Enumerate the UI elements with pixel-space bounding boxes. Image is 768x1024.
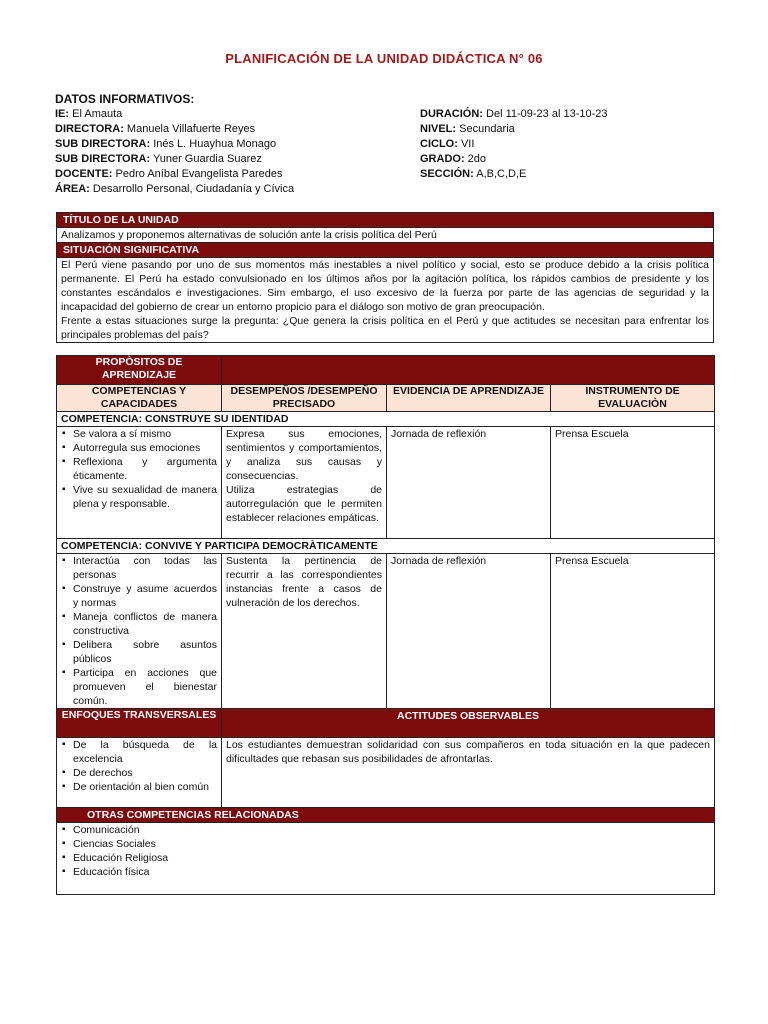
datos-left xyxy=(55,107,294,197)
titulo-unidad-text: Analizamos y proponemos alternativas de solución ante la crisis política del Perú xyxy=(57,228,714,243)
situacion-header: SITUACIÓN SIGNIFICATIVA xyxy=(57,243,714,258)
info-label: SUB DIRECTORA: xyxy=(55,138,151,150)
unidad-table xyxy=(56,212,714,343)
info-value: A,B,C,D,E xyxy=(476,168,527,180)
propositos-header: PROPÒSITOS DE APRENDIZAJE xyxy=(57,356,222,385)
list-item: ▪ Se valora a sí mismo xyxy=(61,427,217,441)
list-item: ▪ Reflexiona y argumenta éticamente. xyxy=(61,455,217,483)
info-value: Secundaria xyxy=(459,123,515,135)
otras-competencias-header: OTRAS COMPETENCIAS RELACIONADAS xyxy=(57,808,715,823)
otras-competencias-list xyxy=(57,823,715,895)
col-evidencia-header: EVIDENCIA DE APRENDIZAJE xyxy=(387,385,551,412)
info-label: DURACIÓN: xyxy=(420,108,483,120)
info-value: El Amauta xyxy=(72,108,123,120)
info-row xyxy=(55,167,294,182)
info-label: SECCIÓN: xyxy=(420,168,474,180)
list-item: ▪ Delibera sobre asuntos públicos xyxy=(61,638,217,666)
competencia-1-evidencia: Jornada de reflexión xyxy=(387,427,551,539)
info-label: ÁREA: xyxy=(55,183,90,195)
info-row xyxy=(55,107,294,122)
info-value: Pedro Aníbal Evangelista Paredes xyxy=(115,168,283,180)
enfoques-header: ENFOQUES TRANSVERSALES xyxy=(57,709,222,738)
info-row xyxy=(55,137,294,152)
list-item: ▪ De orientación al bien común xyxy=(61,780,217,794)
col-instrumento-header: INSTRUMENTO DE EVALUACIÒN xyxy=(551,385,715,412)
info-row xyxy=(55,152,294,167)
document-title: PLANIFICACIÓN DE LA UNIDAD DIDÁCTICA N° 06 xyxy=(225,51,543,66)
list-item: ▪ Construye y asume acuerdos y normas xyxy=(61,582,217,610)
info-row xyxy=(420,137,608,152)
list-item: ▪ Ciencias Sociales xyxy=(61,837,710,851)
situacion-question: Frente a estas situaciones surge la pregunta: ¿Que genera la crisis política en el Perú y que actitudes se necesitan para enfrentar los principales problemas del país? xyxy=(61,315,709,341)
info-value: Yuner Guardia Suarez xyxy=(153,153,262,165)
col-competencias-header: COMPETENCIAS Y CAPACIDADES xyxy=(57,385,222,412)
desempeno-text: Utiliza estrategias de autorregulación que le permiten establecer relaciones empáticas. xyxy=(226,484,382,524)
list-item: ▪ Comunicación xyxy=(61,823,710,837)
propositos-header-fill xyxy=(222,356,715,385)
list-item: ▪ Vive su sexualidad de manera plena y responsable. xyxy=(61,483,217,511)
datos-heading: DATOS INFORMATIVOS: xyxy=(55,92,195,106)
info-label: CICLO: xyxy=(420,138,458,150)
competencia-1-instrumento: Prensa Escuela xyxy=(551,427,715,539)
competencia-2-instrumento: Prensa Escuela xyxy=(551,554,715,709)
list-item: ▪ Participa en acciones que promueven el bienestar común. xyxy=(61,666,217,708)
enfoques-list xyxy=(57,738,222,808)
desempeno-text: Expresa sus emociones, sentimientos y comportamientos, y analiza sus causas y consecuencias. xyxy=(226,428,382,482)
info-row xyxy=(420,107,608,122)
info-value: Inés L. Huayhua Monago xyxy=(153,138,277,150)
competencia-2-title: COMPETENCIA: CONVIVE Y PARTICIPA DEMOCRÀTICAMENTE xyxy=(57,539,715,554)
actitudes-header: ACTITUDES OBSERVABLES xyxy=(222,709,715,738)
list-item: ▪ Educación física xyxy=(61,865,710,879)
competencia-2-desempeno: Sustenta la pertinencia de recurrir a las correspondientes instancias frente a casos de vulneración de los derechos. xyxy=(222,554,387,709)
datos-right xyxy=(420,107,608,182)
competencia-1-title: COMPETENCIA: CONSTRUYE SU IDENTIDAD xyxy=(57,412,715,427)
info-label: DIRECTORA: xyxy=(55,123,124,135)
situacion-paragraph: El Perú viene pasando por uno de sus momentos más inestables a nivel político y social, esto se produce debido a la crisis política permanente. El Perú ha estado convulsionado en los últimos años por la agitación política, los rápidos cambios de presidente y los constantes escándalos e investigaciones. Sim embargo, el uso excesivo de la fuerza por parte de las agencias de seguridad y la incapacidad del gobierno de crear un entorno propicio para el diálogo son motivo de gran preocupación. xyxy=(61,259,709,313)
info-value: Del 11-09-23 al 13-10-23 xyxy=(486,108,608,120)
info-row xyxy=(420,152,608,167)
list-item: ▪ Educación Religiosa xyxy=(61,851,710,865)
info-label: SUB DIRECTORA: xyxy=(55,153,151,165)
info-value: VII xyxy=(460,138,475,150)
list-item: ▪ De derechos xyxy=(61,766,217,780)
competencia-1-desempenos xyxy=(222,427,387,539)
competencia-2-evidencia: Jornada de reflexión xyxy=(387,554,551,709)
info-label: NIVEL: xyxy=(420,123,457,135)
info-label: IE: xyxy=(55,108,70,120)
info-row xyxy=(55,122,294,137)
propositos-table xyxy=(56,355,715,895)
list-item: ▪ Maneja conflictos de manera constructiva xyxy=(61,610,217,638)
info-label: GRADO: xyxy=(420,153,465,165)
info-row xyxy=(420,122,608,137)
competencia-1-capacidades xyxy=(57,427,222,539)
list-item: ▪ De la búsqueda de la excelencia xyxy=(61,738,217,766)
situacion-text xyxy=(57,258,714,343)
info-row xyxy=(420,167,608,182)
actitudes-text: Los estudiantes demuestran solidaridad con sus compañeros en toda situación en la que padecen dificultades que rebasan sus posibilidades de afrontarlas. xyxy=(222,738,715,808)
info-label: DOCENTE: xyxy=(55,168,113,180)
list-item: ▪ Autorregula sus emociones xyxy=(61,441,217,455)
info-row xyxy=(55,182,294,197)
competencia-2-capacidades xyxy=(57,554,222,709)
titulo-unidad-header: TÍTULO DE LA UNIDAD xyxy=(57,213,714,228)
col-desempenos-header: DESEMPEÑOS /DESEMPEÑO PRECISADO xyxy=(222,385,387,412)
list-item: ▪ Interactúa con todas las personas xyxy=(61,554,217,582)
info-value: Manuela Villafuerte Reyes xyxy=(126,123,256,135)
info-value: 2do xyxy=(467,153,487,165)
info-value: Desarrollo Personal, Ciudadanía y Cívica xyxy=(92,183,295,195)
